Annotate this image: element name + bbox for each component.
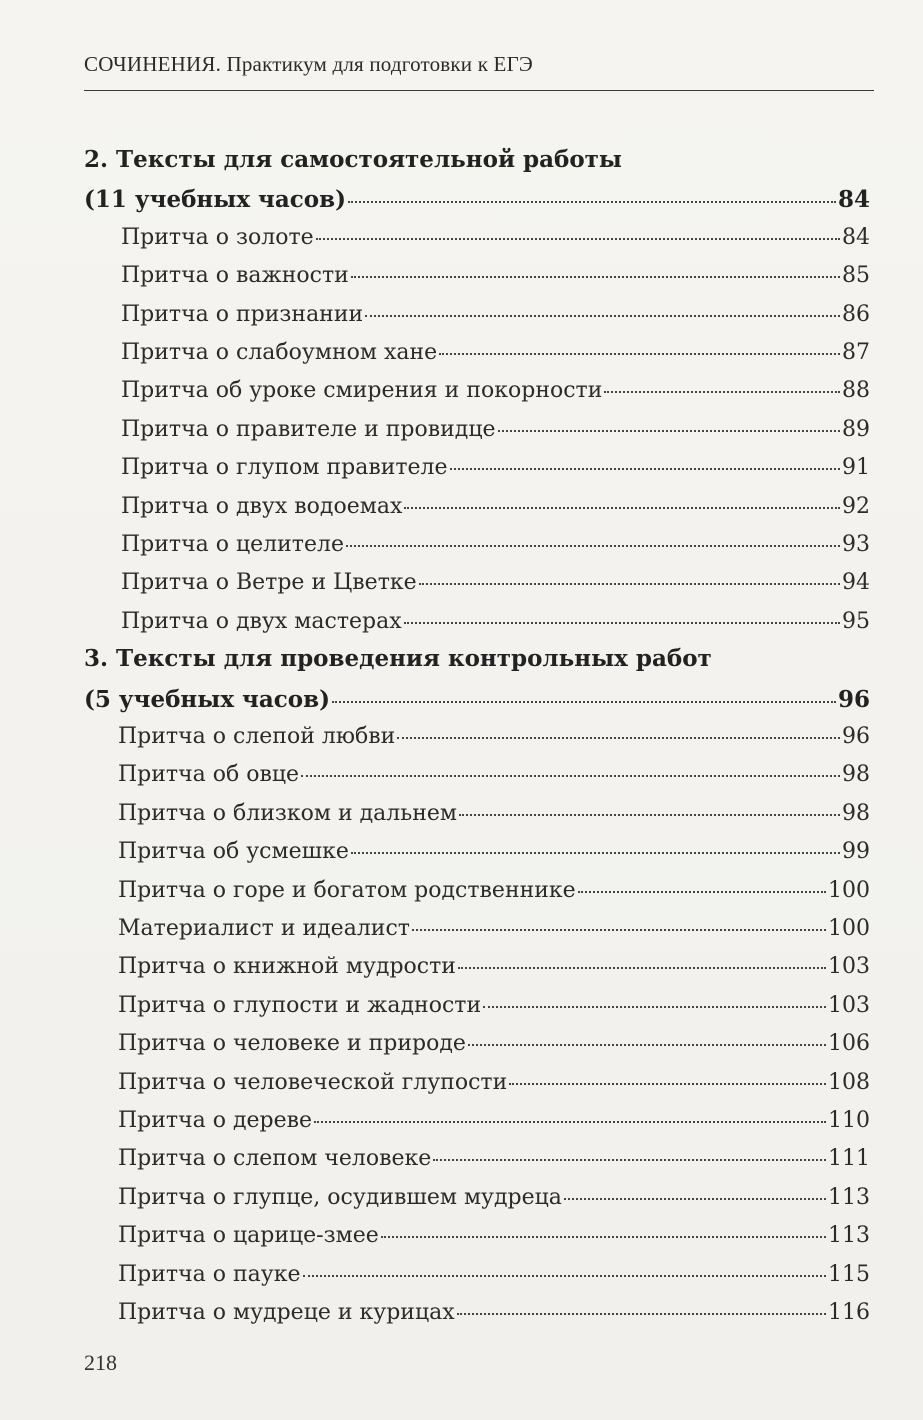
- toc-entry[interactable]: [121, 532, 870, 557]
- toc-entry-title: Притча о слабоумном хане: [121, 340, 438, 365]
- toc-entry[interactable]: [118, 878, 870, 903]
- toc-entry-page: 113: [828, 1223, 870, 1249]
- toc-entry-page: 103: [828, 992, 870, 1018]
- toc-entry-title: Притча о горе и богатом родственнике: [118, 877, 576, 903]
- toc-entry-title: Притча об овце: [118, 762, 300, 788]
- toc-entry[interactable]: [121, 378, 870, 403]
- toc-entry[interactable]: [118, 1185, 870, 1210]
- toc-entry[interactable]: [121, 417, 870, 442]
- toc-entry-title: Притча о глупости и жадности: [118, 992, 482, 1018]
- section-hours-row[interactable]: [84, 186, 870, 213]
- toc-entry-title: Притча о важности: [121, 263, 349, 289]
- toc-entry-page: 96: [842, 724, 870, 749]
- toc-entry-page: 92: [842, 493, 870, 519]
- toc-entry[interactable]: [118, 1223, 870, 1248]
- toc-entry[interactable]: [118, 1262, 870, 1287]
- toc-entry-title: Притча о книжной мудрости: [118, 954, 456, 980]
- toc-entry[interactable]: [118, 1031, 870, 1056]
- toc-entry-title: Притча об усмешке: [118, 839, 349, 865]
- toc-entry-title: Притча о глупом правителе: [121, 455, 448, 481]
- dot-leader: [316, 238, 840, 240]
- toc-entry-title: Притча об уроке смирения и покорности: [121, 378, 603, 404]
- dot-leader: [509, 1083, 826, 1085]
- toc-entry-title: Притча о дереве: [118, 1108, 313, 1133]
- toc-entry[interactable]: [118, 762, 870, 787]
- section-hours-row[interactable]: [84, 686, 870, 713]
- dot-leader: [564, 1198, 826, 1200]
- toc-entry[interactable]: [121, 340, 870, 365]
- toc-entry-title: Притча о золоте: [121, 224, 314, 250]
- toc-entry-page: 88: [842, 378, 870, 404]
- toc-entry-page: 100: [828, 877, 870, 903]
- toc-entry[interactable]: [118, 1108, 870, 1133]
- page-number: 218: [84, 1350, 117, 1375]
- toc-entry-page: 93: [842, 532, 870, 557]
- section-title: 3. Тексты для проведения контрольных работ: [84, 645, 712, 673]
- section-hours-label: (11 учебных часов): [84, 186, 346, 214]
- toc-entry-title: Притча о слепом человеке: [118, 1146, 432, 1172]
- toc-entry[interactable]: [118, 839, 870, 864]
- toc-entry-page: 86: [842, 301, 870, 327]
- dot-leader: [404, 622, 840, 624]
- dot-leader: [457, 1313, 826, 1315]
- header-rule: [84, 90, 874, 91]
- toc-entry-page: 85: [842, 263, 870, 289]
- toc-entry[interactable]: [121, 263, 870, 288]
- toc-entry[interactable]: [121, 455, 870, 480]
- toc-entry-page: 108: [828, 1069, 870, 1095]
- dot-leader: [604, 391, 840, 393]
- toc-entry-page: 87: [842, 340, 870, 365]
- dot-leader: [332, 701, 836, 703]
- toc-entry[interactable]: [121, 302, 870, 327]
- toc-entry-title: Притча о признании: [121, 301, 364, 327]
- section-page-number: 96: [837, 685, 870, 713]
- toc-entry[interactable]: [118, 1070, 870, 1095]
- section-page-number: 84: [837, 186, 870, 214]
- toc-entry[interactable]: [121, 225, 870, 250]
- dot-leader: [351, 852, 840, 854]
- toc-entry-page: 106: [828, 1031, 870, 1057]
- toc-entry-title: Материалист и идеалист: [118, 916, 410, 941]
- toc-entry-title: Притча о близком и дальнем: [118, 800, 458, 826]
- dot-leader: [381, 1236, 826, 1238]
- toc-entry-page: 84: [842, 224, 870, 250]
- dot-leader: [459, 814, 840, 816]
- dot-leader: [483, 1006, 826, 1008]
- toc-entry-title: Притча о целителе: [121, 532, 344, 557]
- dot-leader: [458, 967, 826, 969]
- toc-entry-title: Притча о царице-змее: [118, 1223, 379, 1249]
- toc-entry-title: Притча о пауке: [118, 1261, 301, 1287]
- toc-entry-page: 98: [842, 800, 870, 826]
- dot-leader: [468, 1044, 826, 1046]
- toc-entry-title: Притча о человеческой глупости: [118, 1069, 508, 1095]
- toc-entry-page: 111: [828, 1146, 870, 1172]
- toc-entry-title: Притча о глупце, осудившем мудреца: [118, 1184, 562, 1210]
- toc-entry-title: Притча о мудреце и курицах: [118, 1300, 455, 1325]
- section-hours-label: (5 учебных часов): [84, 685, 330, 713]
- running-head: СОЧИНЕНИЯ. Практикум для подготовки к ЕГЭ: [84, 52, 533, 76]
- dot-leader: [498, 430, 841, 432]
- dot-leader: [412, 929, 826, 931]
- toc-entry-title: Притча о двух водоемах: [121, 493, 403, 519]
- toc-entry-title: Притча о правителе и провидце: [121, 416, 496, 442]
- dot-leader: [450, 468, 840, 470]
- toc-entry-page: 98: [842, 762, 870, 788]
- toc-entry-page: 89: [842, 416, 870, 442]
- toc-entry-page: 116: [828, 1300, 870, 1325]
- toc-entry[interactable]: [118, 1300, 870, 1325]
- dot-leader: [314, 1121, 826, 1123]
- toc-entry-page: 110: [828, 1108, 870, 1133]
- dot-leader: [419, 583, 840, 585]
- toc-entry-page: 115: [828, 1261, 870, 1287]
- dot-leader: [404, 507, 840, 509]
- toc-entry-title: Притча о двух мастерах: [121, 608, 402, 634]
- toc-entry[interactable]: [118, 724, 870, 749]
- toc-entry-page: 94: [842, 570, 870, 596]
- dot-leader: [348, 201, 836, 203]
- dot-leader: [351, 276, 840, 278]
- dot-leader: [433, 1159, 826, 1161]
- dot-leader: [397, 737, 840, 739]
- toc-entry[interactable]: [118, 993, 870, 1018]
- toc-entry[interactable]: [121, 494, 870, 519]
- dot-leader: [439, 353, 840, 355]
- toc-entry-page: 95: [842, 608, 870, 634]
- toc-entry[interactable]: [118, 801, 870, 826]
- toc-entry-page: 91: [842, 455, 870, 481]
- toc-entry-title: Притча о Ветре и Цветке: [121, 570, 417, 596]
- dot-leader: [578, 891, 826, 893]
- toc-entry[interactable]: [121, 609, 870, 634]
- toc-entry-title: Притча о слепой любви: [118, 724, 396, 749]
- dot-leader: [303, 1275, 827, 1277]
- dot-leader: [346, 545, 840, 547]
- toc-entry[interactable]: [118, 1146, 870, 1171]
- toc-entry[interactable]: [121, 570, 870, 595]
- toc-entry-title: Притча о человеке и природе: [118, 1031, 466, 1057]
- toc-entry[interactable]: [118, 954, 870, 979]
- dot-leader: [301, 775, 840, 777]
- dot-leader: [365, 315, 840, 317]
- section-title: 2. Тексты для самостоятельной работы: [84, 146, 622, 173]
- toc-entry-page: 113: [828, 1184, 870, 1210]
- toc-entry-page: 100: [828, 916, 870, 941]
- toc-entry[interactable]: [118, 916, 870, 941]
- toc-entry-page: 99: [842, 839, 870, 865]
- toc-entry-page: 103: [828, 954, 870, 980]
